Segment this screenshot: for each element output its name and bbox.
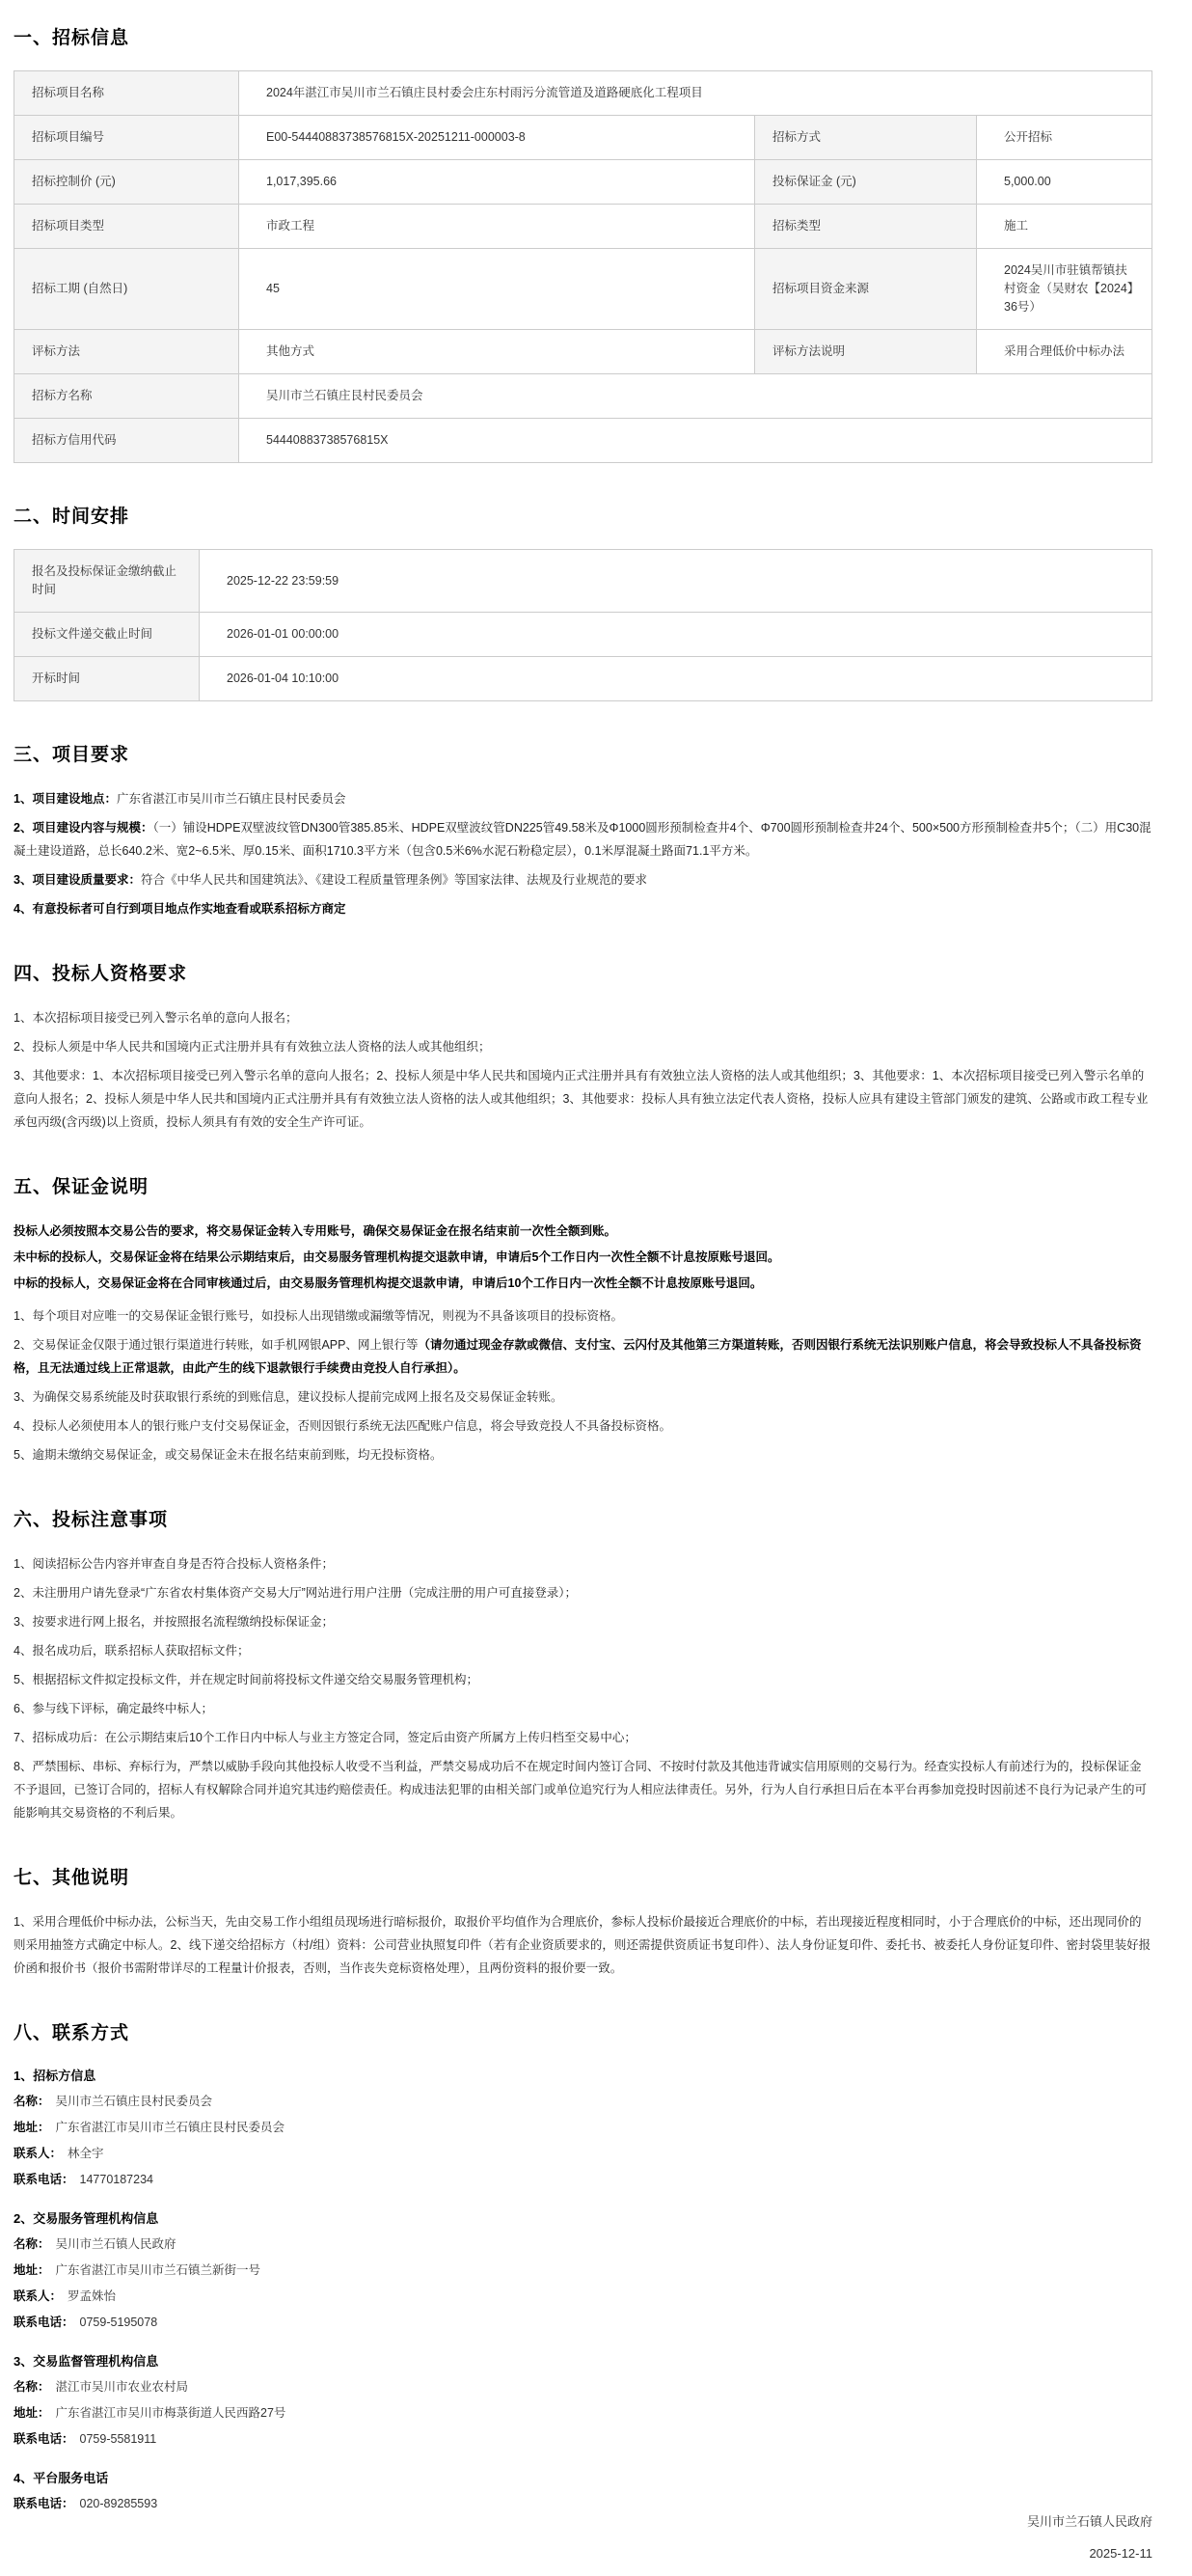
table-row <box>14 657 1152 701</box>
contact-field <box>14 2117 1152 2139</box>
contact-field-value: 罗孟姝怡 <box>68 2289 117 2303</box>
deposit-item <box>14 1443 1152 1466</box>
contact-field <box>14 2312 1152 2334</box>
value-cell-evaluation-note: 采用合理低价中标办法 <box>977 330 1152 374</box>
requirement-item <box>14 868 1152 891</box>
section-title-contact-info: 八、联系方式 <box>14 2023 130 2043</box>
section-title-project-requirements: 三、项目要求 <box>14 745 130 765</box>
value-cell-control-price: 1,017,395.66 <box>239 160 755 205</box>
contact-field-label: 联系电话： <box>14 2432 74 2446</box>
contact-field <box>14 2169 1152 2191</box>
requirement-label: 3、项目建设质量要求： <box>14 873 141 887</box>
label-cell: 招标项目名称 <box>14 71 239 116</box>
qualification-item: 2、投标人须是中华人民共和国境内正式注册并具有有效独立法人资格的法人或其他组织； <box>14 1040 491 1054</box>
value-cell-bid-deposit: 5,000.00 <box>977 160 1152 205</box>
section-title-schedule: 二、时间安排 <box>14 507 130 527</box>
table-row <box>14 330 1152 374</box>
contact-field <box>14 2260 1152 2282</box>
table-row <box>14 160 1152 205</box>
contact-block-heading: 4、平台服务电话 <box>14 2471 109 2485</box>
label-cell: 招标控制价 (元) <box>14 160 239 205</box>
bidding-note-item: 2、未注册用户请先登录“广东省农村集体资产交易大厅”网站进行用户注册（完成注册的用户可直接登录）； <box>14 1586 578 1600</box>
table-row <box>14 374 1152 419</box>
label-cell: 招标项目编号 <box>14 116 239 160</box>
label-cell: 招标方式 <box>755 116 977 160</box>
section-other-notes <box>14 1863 1152 1980</box>
deposit-item-text: 1、每个项目对应唯一的交易保证金银行账号，如投标人出现错缴或漏缴等情况，则视为不具备该项目的投标资格。 <box>14 1309 623 1323</box>
contact-field-value: 14770187234 <box>79 2173 153 2186</box>
table-row <box>14 550 1152 613</box>
contact-field-value: 吴川市兰石镇庄艮村民委员会 <box>55 2095 213 2108</box>
contact-field <box>14 2428 1152 2451</box>
requirement-text: 符合《中华人民共和国建筑法》、《建设工程质量管理条例》等国家法律、法规及行业规范的要求 <box>140 873 647 887</box>
contact-field-value: 吴川市兰石镇人民政府 <box>55 2237 176 2251</box>
section-project-requirements <box>14 740 1152 920</box>
contact-block-heading: 1、招标方信息 <box>14 2069 96 2083</box>
bidding-note-item: 8、严禁围标、串标、弃标行为，严禁以威胁手段向其他投标人收受不当利益，严禁交易成功后不在规定时间内签订合同、不按时付款及其他违背诚实信用原则的交易行为。经查实投标人有前述行为的，投标保证金不予退回，已签订合同的，招标人有权解除合同并追究其违约赔偿责任。构成违法犯罪的由相关部门或单位追究行为人相应法律责任。另外，行为人自行承担日后在本平台再参加竞投时因前述不良行为记录产生的可能影响其交易资格的不利后果。 <box>14 1760 1148 1820</box>
label-cell: 投标文件递交截止时间 <box>14 613 200 657</box>
value-cell-project-number: E00-54440883738576815X-20251211-000003-8 <box>239 116 755 160</box>
value-cell-project-name: 2024年湛江市吴川市兰石镇庄艮村委会庄东村雨污分流管道及道路硬底化工程项目 <box>239 71 1152 116</box>
qualification-item: 3、其他要求：1、本次招标项目接受已列入警示名单的意向人报名；2、投标人须是中华人民共和国境内正式注册并具有有效独立法人资格的法人或其他组织；3、其他要求：1、本次招标项目接受已列入警示名单的意向人报名；2、投标人须是中华人民共和国境内正式注册并具有有效独立法人资格的法人或其他组织；3、其他要求：投标人具有独立法定代表人资格，投标人应具有建设主管部门颁发的建筑、公路或市政工程专业承包丙级(含丙级)以上资质，投标人须具有有效的安全生产许可证。 <box>14 1069 1149 1129</box>
section-bidding-notes <box>14 1505 1152 1824</box>
bidding-note-item: 6、参与线下评标，确定最终中标人； <box>14 1702 213 1715</box>
section-contact-info <box>14 2018 1152 2515</box>
contact-field-label: 名称： <box>14 2237 50 2251</box>
footer-organization: 吴川市兰石镇人民政府 <box>1026 2514 1152 2529</box>
contact-field-value: 林全宇 <box>68 2147 104 2160</box>
footer-date: 2025-12-11 <box>1089 2546 1152 2561</box>
bidding-note-item: 7、招标成功后：在公示期结束后10个工作日内中标人与业主方签定合同，签定后由资产所属方上传归档至交易中心； <box>14 1731 637 1744</box>
label-cell: 投标保证金 (元) <box>755 160 977 205</box>
contact-field-label: 联系人： <box>14 2289 63 2303</box>
label-cell: 招标项目资金来源 <box>755 249 977 330</box>
section-title-deposit-notes: 五、保证金说明 <box>14 1177 149 1197</box>
schedule-table <box>14 549 1152 701</box>
value-cell-submission-deadline: 2026-01-01 00:00:00 <box>200 613 1152 657</box>
contact-block-heading: 2、交易服务管理机构信息 <box>14 2211 159 2226</box>
value-cell-duration: 45 <box>239 249 755 330</box>
contact-field-label: 地址： <box>14 2406 50 2420</box>
contact-field-value: 0759-5581911 <box>79 2432 157 2446</box>
label-cell: 招标工期 (自然日) <box>14 249 239 330</box>
requirement-label: 1、项目建设地点： <box>14 792 117 806</box>
contact-field-label: 联系电话： <box>14 2316 74 2329</box>
deposit-notes-body <box>14 1219 1152 1466</box>
contact-field <box>14 2233 1152 2256</box>
other-notes-paragraph: 1、采用合理低价中标办法，公标当天，先由交易工作小组组员现场进行暗标报价，取报价平均值作为合理底价，参标人投标价最接近合理底价的中标，若出现接近程度相同时，小于合理底价的中标，还出现同价的则采用抽签方式确定中标人。2、线下递交给招标方（村/组）资料：公司营业执照复印件（若有企业资质要求的，则还需提供资质证书复印件）、法人身份证复印件、委托书、被委托人身份证复印件、密封袋里装好报价函和报价书（报价书需附带详尽的工程量计价报表，否则，当作丧失竞标资格处理），且两份资料的报价要一致。 <box>14 1915 1151 1975</box>
value-cell-tender-type: 施工 <box>977 205 1152 249</box>
label-cell: 评标方法说明 <box>755 330 977 374</box>
contact-field <box>14 2143 1152 2165</box>
table-row <box>14 419 1152 463</box>
requirement-text: （一）铺设HDPE双壁波纹管DN300管385.85米、HDPE双壁波纹管DN225管49.58米及Φ1000圆形预制检查井4个、Φ700圆形预制检查井24个、500×500方形预制检查井5个；（二）用C30混凝土建设道路，总长640.2米、宽2~6.5米、厚0.15米、面积1710.3平方米（包含0.5米6%水泥石粉稳定层），0.1米厚混凝土路面71.1平方米。 <box>14 821 1151 858</box>
deposit-item <box>14 1414 1152 1438</box>
label-cell: 评标方法 <box>14 330 239 374</box>
table-row <box>14 71 1152 116</box>
value-cell-opening-time: 2026-01-04 10:10:00 <box>200 657 1152 701</box>
deposit-item <box>14 1385 1152 1409</box>
bidding-note-item: 4、报名成功后，联系招标人获取招标文件； <box>14 1644 250 1658</box>
section-schedule <box>14 502 1152 701</box>
deposit-item <box>14 1304 1152 1328</box>
section-title-bidding-notes: 六、投标注意事项 <box>14 1510 169 1530</box>
contact-field-value: 020-89285593 <box>79 2497 158 2510</box>
contact-field <box>14 2286 1152 2308</box>
contact-field-value: 广东省湛江市吴川市兰石镇兰新街一号 <box>55 2263 261 2277</box>
contact-block-tenderer <box>14 2066 1152 2191</box>
deposit-intro <box>14 1219 1152 1295</box>
deposit-item-bold: （请勿通过现金存款或微信、支付宝、云闪付及其他第三方渠道转账，否则因银行系统无法识别账户信息，将会导致投标人不具备投标资格，且无法通过线上正常退款，由此产生的线下退款银行手续费由竞投人自行承担）。 <box>14 1338 1142 1375</box>
tender-info-table <box>14 70 1152 463</box>
value-cell-tenderer-name: 吴川市兰石镇庄艮村民委员会 <box>239 374 1152 419</box>
contact-field-label: 联系人： <box>14 2147 63 2160</box>
deposit-intro-line: 投标人必须按照本交易公告的要求，将交易保证金转入专用账号，确保交易保证金在报名结束前一次性全额到账。 <box>14 1224 617 1238</box>
deposit-items <box>14 1304 1152 1466</box>
page-footer <box>1027 2495 1152 2561</box>
deposit-item-text: 5、逾期未缴纳交易保证金，或交易保证金未在报名结束前到账，均无投标资格。 <box>14 1448 443 1462</box>
deposit-intro-line: 中标的投标人，交易保证金将在合同审核通过后，由交易服务管理机构提交退款申请，申请后10个工作日内一次性全额不计息按原账号退回。 <box>14 1276 763 1290</box>
contact-block-platform-phone <box>14 2468 1152 2515</box>
requirement-item <box>14 787 1152 810</box>
contact-field <box>14 2091 1152 2113</box>
contact-field <box>14 2402 1152 2425</box>
contact-block-heading: 3、交易监督管理机构信息 <box>14 2354 159 2369</box>
value-cell-tender-method: 公开招标 <box>977 116 1152 160</box>
section-bidder-qualifications <box>14 959 1152 1134</box>
contact-field-label: 地址： <box>14 2263 50 2277</box>
contact-block-service-agency <box>14 2208 1152 2334</box>
label-cell: 报名及投标保证金缴纳截止时间 <box>14 550 200 613</box>
contact-field <box>14 2376 1152 2398</box>
deposit-item <box>14 1333 1152 1380</box>
requirement-item <box>14 897 1152 920</box>
bidding-note-item: 5、根据招标文件拟定投标文件，并在规定时间前将投标文件递交给交易服务管理机构； <box>14 1673 478 1686</box>
section-title-other-notes: 七、其他说明 <box>14 1868 130 1888</box>
requirement-item <box>14 816 1152 863</box>
other-notes-body <box>14 1910 1152 1980</box>
label-cell: 招标项目类型 <box>14 205 239 249</box>
section-tender-info <box>14 23 1152 463</box>
table-row <box>14 249 1152 330</box>
contact-field-value: 广东省湛江市吴川市兰石镇庄艮村民委员会 <box>55 2121 285 2134</box>
table-row <box>14 613 1152 657</box>
label-cell: 招标方信用代码 <box>14 419 239 463</box>
label-cell: 招标类型 <box>755 205 977 249</box>
deposit-item-text: 3、为确保交易系统能及时获取银行系统的到账信息，建议投标人提前完成网上报名及交易保证金转账。 <box>14 1390 563 1404</box>
bidding-note-item: 1、阅读招标公告内容并审查自身是否符合投标人资格条件； <box>14 1557 334 1571</box>
value-cell-credit-code: 54440883738576815X <box>239 419 1152 463</box>
bidder-qualifications-body <box>14 1006 1152 1134</box>
value-cell-fund-source: 2024吴川市驻镇帮镇扶村资金（吴财农【2024】36号） <box>977 249 1152 330</box>
bidding-note-item: 3、按要求进行网上报名，并按照报名流程缴纳投标保证金； <box>14 1615 334 1629</box>
contact-field-value: 广东省湛江市吴川市梅菉街道人民西路27号 <box>55 2406 286 2420</box>
contact-block-supervision-agency <box>14 2351 1152 2451</box>
section-deposit-notes <box>14 1172 1152 1466</box>
contact-field-value: 湛江市吴川市农业农村局 <box>55 2380 189 2394</box>
label-cell: 招标方名称 <box>14 374 239 419</box>
contact-field-label: 名称： <box>14 2380 50 2394</box>
label-cell: 开标时间 <box>14 657 200 701</box>
requirement-label: 2、项目建设内容与规模： <box>14 821 153 835</box>
value-cell-evaluation-method: 其他方式 <box>239 330 755 374</box>
value-cell-project-type: 市政工程 <box>239 205 755 249</box>
contact-field-label: 联系电话： <box>14 2173 74 2186</box>
bidding-notes-body <box>14 1552 1152 1824</box>
contact-field-label: 联系电话： <box>14 2497 74 2510</box>
contact-field <box>14 2493 1152 2515</box>
section-title-bidder-qualifications: 四、投标人资格要求 <box>14 964 188 984</box>
deposit-item-text: 4、投标人必须使用本人的银行账户支付交易保证金，否则因银行系统无法匹配账户信息，将会导致竞投人不具备投标资格。 <box>14 1419 671 1433</box>
table-row <box>14 205 1152 249</box>
table-row <box>14 116 1152 160</box>
section-title-tender-info: 一、招标信息 <box>14 28 130 48</box>
project-requirements-body <box>14 787 1152 920</box>
contact-field-label: 地址： <box>14 2121 50 2134</box>
qualification-item: 1、本次招标项目接受已列入警示名单的意向人报名； <box>14 1011 298 1025</box>
contact-field-label: 名称： <box>14 2095 50 2108</box>
contact-field-value: 0759-5195078 <box>79 2316 158 2329</box>
requirement-text: 广东省湛江市吴川市兰石镇庄艮村民委员会 <box>116 792 346 806</box>
value-cell-signup-deadline: 2025-12-22 23:59:59 <box>200 550 1152 613</box>
deposit-item-text: 2、交易保证金仅限于通过银行渠道进行转账，如手机网银APP、网上银行等 <box>14 1338 419 1352</box>
requirement-label: 4、有意投标者可自行到项目地点作实地查看或联系招标方商定 <box>14 902 346 916</box>
deposit-intro-line: 未中标的投标人，交易保证金将在结果公示期结束后，由交易服务管理机构提交退款申请，申请后5个工作日内一次性全额不计息按原账号退回。 <box>14 1250 780 1264</box>
